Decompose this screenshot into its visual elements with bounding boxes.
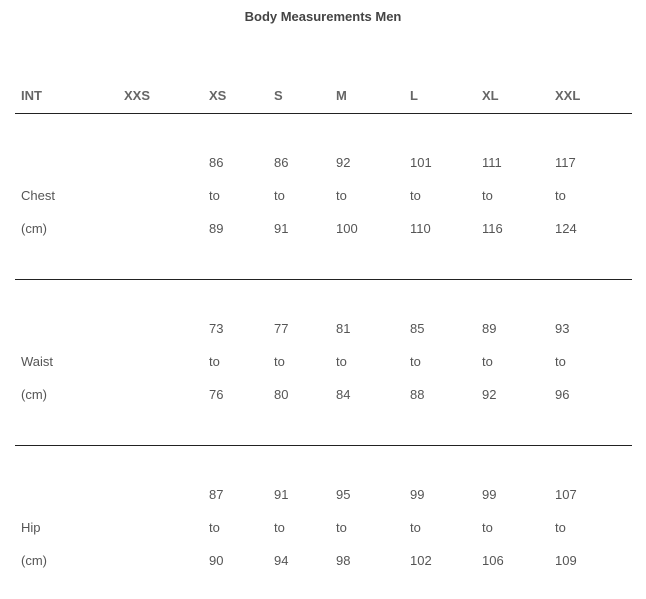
- waist-xs-from: 73: [209, 321, 224, 336]
- chest-m-to-word: to: [336, 188, 347, 203]
- chest-m-to: 100: [336, 221, 358, 236]
- chest-xxl-to: 124: [555, 221, 577, 236]
- hip-xs-to: 90: [209, 553, 224, 568]
- hip-xxl-to-word: to: [555, 520, 566, 535]
- hip-xs-to-word: to: [209, 520, 220, 535]
- waist-xl-to-word: to: [482, 354, 493, 369]
- table-title: Body Measurements Men: [244, 9, 402, 24]
- waist-m-to: 84: [336, 387, 351, 402]
- hip-xxl-to: 109: [555, 553, 577, 568]
- chest-xs-to-word: to: [209, 188, 220, 203]
- waist-l-to-word: to: [410, 354, 421, 369]
- chest-xl-to-word: to: [482, 188, 493, 203]
- waist-s-to-word: to: [274, 354, 285, 369]
- chest-xxl-to-word: to: [555, 188, 566, 203]
- hip-xxl-from: 107: [555, 487, 577, 502]
- divider: [15, 279, 632, 280]
- header-s: S: [274, 88, 283, 103]
- waist-xxl-to-word: to: [555, 354, 566, 369]
- chest-xxl-from: 117: [555, 155, 576, 170]
- header-xs: XS: [209, 88, 227, 103]
- divider: [15, 445, 632, 446]
- row-label-hip: Hip: [21, 520, 41, 535]
- row-unit-waist: (cm): [21, 387, 47, 402]
- hip-l-to: 102: [410, 553, 432, 568]
- row-label-waist: Waist: [21, 354, 54, 369]
- waist-xs-to-word: to: [209, 354, 220, 369]
- hip-xl-from: 99: [482, 487, 497, 502]
- header-l: L: [410, 88, 418, 103]
- hip-s-from: 91: [274, 487, 289, 502]
- waist-s-to: 80: [274, 387, 289, 402]
- hip-xs-from: 87: [209, 487, 224, 502]
- header-xl: XL: [482, 88, 499, 103]
- divider: [15, 113, 632, 114]
- header-xxs: XXS: [124, 88, 151, 103]
- chest-s-from: 86: [274, 155, 289, 170]
- hip-xl-to: 106: [482, 553, 504, 568]
- hip-s-to-word: to: [274, 520, 285, 535]
- chest-s-to: 91: [274, 221, 289, 236]
- chest-l-from: 101: [410, 155, 432, 170]
- chest-xs-from: 86: [209, 155, 224, 170]
- hip-l-from: 99: [410, 487, 425, 502]
- header-int: INT: [21, 88, 42, 103]
- hip-m-to: 98: [336, 553, 351, 568]
- chest-xl-from: 111: [482, 155, 502, 170]
- waist-xl-from: 89: [482, 321, 497, 336]
- chest-l-to-word: to: [410, 188, 421, 203]
- chest-xs-to: 89: [209, 221, 224, 236]
- waist-l-from: 85: [410, 321, 425, 336]
- waist-xl-to: 92: [482, 387, 497, 402]
- hip-l-to-word: to: [410, 520, 421, 535]
- waist-m-from: 81: [336, 321, 351, 336]
- chest-s-to-word: to: [274, 188, 285, 203]
- hip-xl-to-word: to: [482, 520, 493, 535]
- hip-m-from: 95: [336, 487, 351, 502]
- waist-m-to-word: to: [336, 354, 347, 369]
- row-label-chest: Chest: [21, 188, 55, 203]
- row-unit-chest: (cm): [21, 221, 47, 236]
- chest-xl-to: 116: [482, 221, 503, 236]
- waist-l-to: 88: [410, 387, 425, 402]
- row-unit-hip: (cm): [21, 553, 47, 568]
- waist-s-from: 77: [274, 321, 289, 336]
- hip-s-to: 94: [274, 553, 289, 568]
- header-m: M: [336, 88, 347, 103]
- waist-xxl-to: 96: [555, 387, 570, 402]
- header-xxl: XXL: [555, 88, 581, 103]
- chest-m-from: 92: [336, 155, 351, 170]
- waist-xs-to: 76: [209, 387, 224, 402]
- hip-m-to-word: to: [336, 520, 347, 535]
- chest-l-to: 110: [410, 221, 431, 236]
- waist-xxl-from: 93: [555, 321, 570, 336]
